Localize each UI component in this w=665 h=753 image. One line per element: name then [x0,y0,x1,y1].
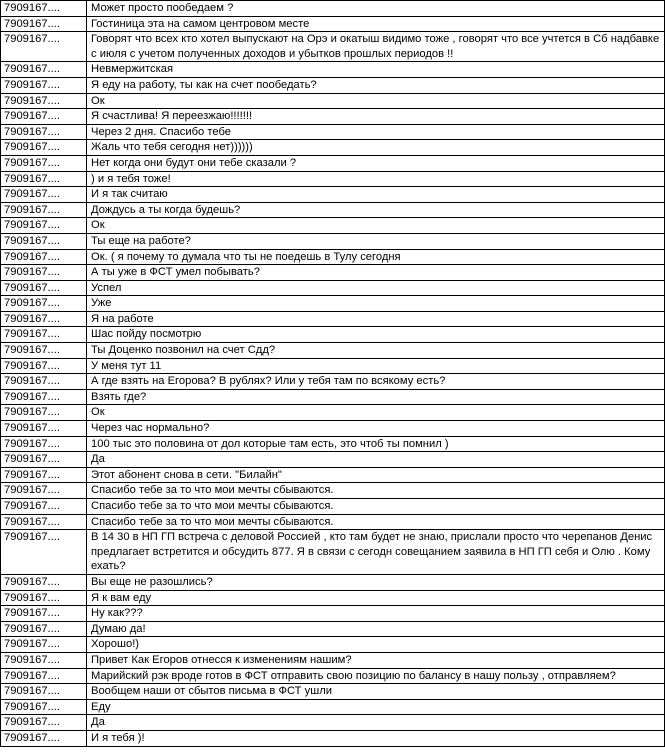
message-text-cell: Жаль что тебя сегодня нет)))))) [87,140,665,156]
phone-number-cell: 7909167.... [1,296,87,312]
phone-number-cell: 7909167.... [1,233,87,249]
table-row [1,77,665,93]
table-row [1,405,665,421]
table-row [1,249,665,265]
message-text-cell: 100 тыс это половина от дол которые там есть, это чтоб ты помнил ) [87,436,665,452]
phone-number-cell: 7909167.... [1,311,87,327]
phone-number-cell: 7909167.... [1,1,87,17]
table-row [1,343,665,359]
message-text-cell: Вы еще не разошлись? [87,574,665,590]
table-row [1,1,665,17]
message-text-cell: В 14 30 в НП ГП встреча с деловой Россией , кто там будет не знаю, прислали просто что черепанов Денис предлагает встретится и обсудить 877. Я в связи с сегодн совещанием заявила в НП ГП себя и Олю . Кому ехать? [87,530,665,575]
table-row [1,32,665,62]
message-text-cell: Шас пойду посмотрю [87,327,665,343]
phone-number-cell: 7909167.... [1,187,87,203]
phone-number-cell: 7909167.... [1,16,87,32]
phone-number-cell: 7909167.... [1,405,87,421]
message-text-cell: Невмержитская [87,62,665,78]
table-row [1,715,665,731]
table-row [1,621,665,637]
message-text-cell: Взять где? [87,389,665,405]
message-text-cell: Нет когда они будут они тебе сказали ? [87,155,665,171]
message-text-cell: Я еду на работу, ты как на счет пообедать? [87,77,665,93]
phone-number-cell: 7909167.... [1,499,87,515]
phone-number-cell: 7909167.... [1,32,87,62]
phone-number-cell: 7909167.... [1,730,87,746]
phone-number-cell: 7909167.... [1,637,87,653]
phone-number-cell: 7909167.... [1,171,87,187]
phone-number-cell: 7909167.... [1,452,87,468]
message-text-cell: Успел [87,280,665,296]
phone-number-cell: 7909167.... [1,265,87,281]
phone-number-cell: 7909167.... [1,436,87,452]
message-text-cell: Ты еще на работе? [87,233,665,249]
message-text-cell: Уже [87,296,665,312]
message-text-cell: А ты уже в ФСТ умел побывать? [87,265,665,281]
table-row [1,280,665,296]
message-text-cell: Я счастлива! Я переезжаю!!!!!!! [87,109,665,125]
message-text-cell: Может просто пообедаем ? [87,1,665,17]
table-row [1,233,665,249]
phone-number-cell: 7909167.... [1,109,87,125]
table-row [1,155,665,171]
message-text-cell: Ты Доценко позвонил на счет Сдд? [87,343,665,359]
phone-number-cell: 7909167.... [1,621,87,637]
table-row [1,483,665,499]
table-row [1,358,665,374]
table-row [1,311,665,327]
phone-number-cell: 7909167.... [1,93,87,109]
message-text-cell: Ок [87,405,665,421]
table-row [1,389,665,405]
phone-number-cell: 7909167.... [1,590,87,606]
phone-number-cell: 7909167.... [1,327,87,343]
phone-number-cell: 7909167.... [1,389,87,405]
message-text-cell: Еду [87,699,665,715]
table-row [1,652,665,668]
phone-number-cell: 7909167.... [1,280,87,296]
phone-number-cell: 7909167.... [1,140,87,156]
phone-number-cell: 7909167.... [1,668,87,684]
phone-number-cell: 7909167.... [1,202,87,218]
phone-number-cell: 7909167.... [1,218,87,234]
table-row [1,436,665,452]
table-row [1,62,665,78]
phone-number-cell: 7909167.... [1,374,87,390]
message-text-cell: Говорят что всех кто хотел выпускают на Орэ и окатыш видимо тоже , говорят что все учтется в Сб надбавке с июля с учетом полученных доходов и убытков прошлых периодов !! [87,32,665,62]
phone-number-cell: 7909167.... [1,77,87,93]
table-row [1,93,665,109]
table-row [1,499,665,515]
phone-number-cell: 7909167.... [1,715,87,731]
message-text-cell: И я так считаю [87,187,665,203]
table-row [1,637,665,653]
message-text-cell: Хорошо!) [87,637,665,653]
table-row [1,699,665,715]
phone-number-cell: 7909167.... [1,467,87,483]
table-row [1,684,665,700]
table-row [1,467,665,483]
phone-number-cell: 7909167.... [1,652,87,668]
message-text-cell: Привет Как Егоров отнесся к изменениям нашим? [87,652,665,668]
message-text-cell: Спасибо тебе за то что мои мечты сбываются. [87,499,665,515]
table-row [1,187,665,203]
table-row [1,590,665,606]
phone-number-cell: 7909167.... [1,421,87,437]
message-text-cell: Марийский рэк вроде готов в ФСТ отправить свою позицию по балансу в нашу пользу , отправляем? [87,668,665,684]
message-text-cell: У меня тут 11 [87,358,665,374]
table-row [1,124,665,140]
phone-number-cell: 7909167.... [1,155,87,171]
message-text-cell: Я на работе [87,311,665,327]
message-text-cell: Дождусь а ты когда будешь? [87,202,665,218]
table-row [1,140,665,156]
message-text-cell: Через час нормально? [87,421,665,437]
phone-number-cell: 7909167.... [1,249,87,265]
message-text-cell: Спасибо тебе за то что мои мечты сбываются. [87,514,665,530]
message-text-cell: Ок [87,93,665,109]
message-text-cell: Ок. ( я почему то думала что ты не поедешь в Тулу сегодня [87,249,665,265]
table-row [1,530,665,575]
table-row [1,109,665,125]
phone-number-cell: 7909167.... [1,684,87,700]
phone-number-cell: 7909167.... [1,483,87,499]
message-text-cell: Через 2 дня. Спасибо тебе [87,124,665,140]
phone-number-cell: 7909167.... [1,343,87,359]
table-row [1,218,665,234]
message-text-cell: Ок [87,218,665,234]
message-text-cell: Ну как??? [87,606,665,622]
message-text-cell: А где взять на Егорова? В рублях? Или у тебя там по всякому есть? [87,374,665,390]
message-text-cell: Да [87,452,665,468]
table-row [1,16,665,32]
phone-number-cell: 7909167.... [1,606,87,622]
table-row [1,202,665,218]
table-row [1,574,665,590]
table-row [1,452,665,468]
message-text-cell: Этот абонент снова в сети. "Билайн" [87,467,665,483]
table-row [1,327,665,343]
table-row [1,730,665,746]
phone-number-cell: 7909167.... [1,514,87,530]
message-text-cell: Гостиница эта на самом центровом месте [87,16,665,32]
table-row [1,514,665,530]
phone-number-cell: 7909167.... [1,62,87,78]
message-text-cell: Я к вам еду [87,590,665,606]
phone-number-cell: 7909167.... [1,530,87,575]
table-row [1,421,665,437]
message-text-cell: Думаю да! [87,621,665,637]
phone-number-cell: 7909167.... [1,358,87,374]
table-row [1,171,665,187]
table-row [1,668,665,684]
phone-number-cell: 7909167.... [1,699,87,715]
table-row [1,265,665,281]
message-text-cell: И я тебя )! [87,730,665,746]
message-text-cell: Вообщем наши от сбытов письма в ФСТ ушли [87,684,665,700]
message-text-cell: ) и я тебя тоже! [87,171,665,187]
table-row [1,374,665,390]
message-log-body [1,1,665,747]
table-row [1,606,665,622]
table-row [1,296,665,312]
phone-number-cell: 7909167.... [1,124,87,140]
message-text-cell: Да [87,715,665,731]
message-text-cell: Спасибо тебе за то что мои мечты сбываются. [87,483,665,499]
phone-number-cell: 7909167.... [1,574,87,590]
